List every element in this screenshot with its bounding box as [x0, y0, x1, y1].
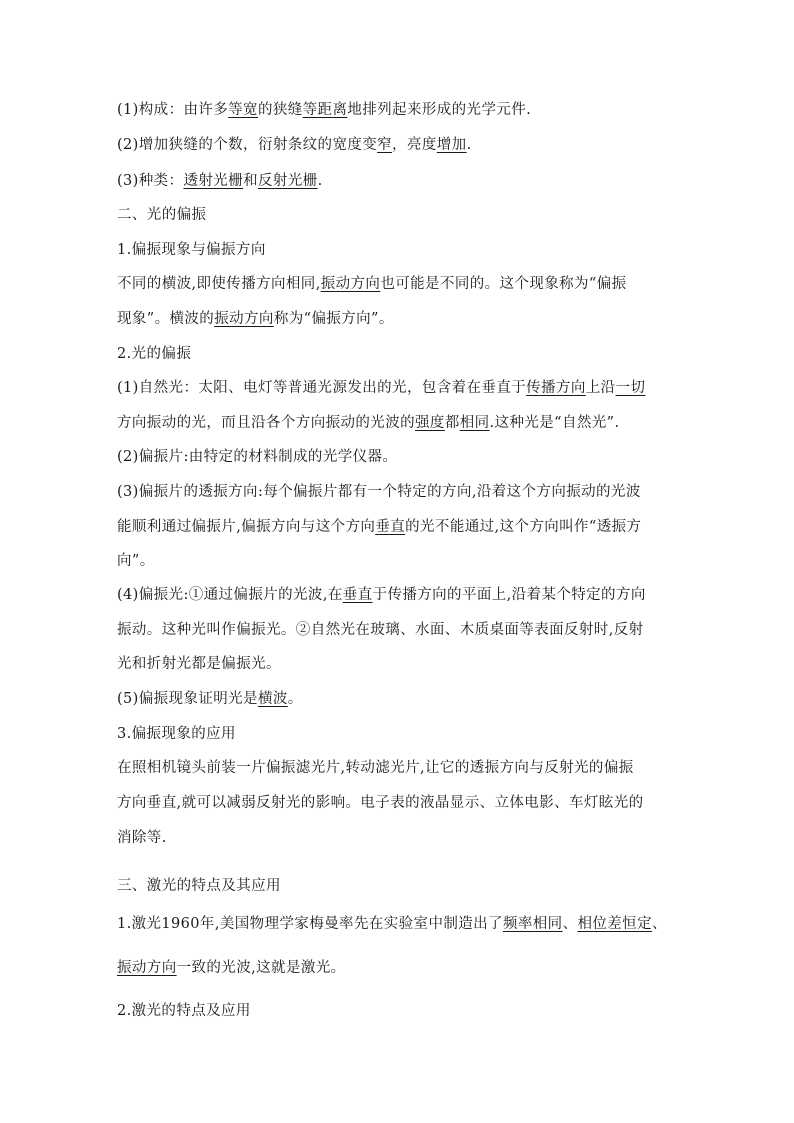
underlined-term: 等宽	[228, 102, 258, 118]
underlined-term: 垂直	[342, 587, 373, 603]
underlined-term: 透射光栅	[183, 173, 244, 189]
text-segment: (2)增加狭缝的个数，衍射条纹的宽度变	[117, 137, 378, 153]
text-line	[117, 100, 531, 120]
text-segment: 在照相机镜头前装一片偏振滤光片,转动滤光片,让它的透振方向与反射光的偏振	[117, 760, 634, 776]
text-line	[117, 240, 266, 260]
text-segment: 向”。	[117, 553, 155, 569]
text-line	[117, 876, 281, 896]
underlined-term: 垂直	[375, 519, 406, 535]
text-segment: 消除等.	[117, 830, 167, 846]
text-segment: (1)构成：由许多	[117, 102, 229, 118]
underlined-term: 频率相同	[502, 916, 563, 932]
underlined-term: 相位差恒定	[577, 916, 652, 932]
text-segment: 地排列起来形成的光学元件.	[347, 102, 532, 118]
text-segment: 的光不能通过,这个方向叫作“透振方	[405, 519, 642, 535]
text-segment: 2.光的偏振	[117, 346, 192, 362]
text-segment: 2.激光的特点及应用	[117, 1003, 251, 1019]
text-line	[117, 958, 346, 978]
text-segment: (3)种类：	[117, 173, 184, 189]
text-segment: 光和折射光都是偏振光。	[117, 656, 281, 672]
text-line	[117, 689, 303, 709]
text-segment: (5)偏振现象证明光是	[117, 691, 258, 707]
text-segment: 都	[444, 415, 460, 431]
text-segment: .	[317, 173, 323, 189]
text-line	[117, 447, 397, 467]
text-segment: 、	[651, 916, 667, 932]
text-segment: 1.偏振现象与偏振方向	[117, 242, 266, 258]
text-line	[117, 378, 645, 398]
text-segment: 方向振动的光，而且沿各个方向振动的光波的	[117, 415, 415, 431]
underlined-term: 横波	[257, 691, 288, 707]
text-segment: 能顺利通过偏振片,偏振方向与这个方向	[117, 519, 376, 535]
text-line	[117, 135, 472, 155]
text-segment: 于传播方向的平面上,沿着某个特定的方向	[372, 587, 646, 603]
underlined-term: 振动方向	[214, 311, 274, 327]
text-segment: 振动。这种光叫作偏振光。②自然光在玻璃、水面、木质桌面等表面反射时,反射	[117, 622, 644, 638]
text-line	[117, 914, 667, 934]
text-line	[117, 620, 644, 640]
text-segment: 三、激光的特点及其应用	[117, 878, 281, 894]
text-line	[117, 517, 641, 537]
text-line	[117, 171, 323, 191]
text-line	[117, 828, 167, 848]
text-line	[117, 551, 155, 571]
text-segment: .这种光是“自然光”.	[489, 415, 620, 431]
text-line	[117, 724, 236, 744]
text-segment: 现象”。横波的	[117, 311, 215, 327]
underlined-term: 振动方向	[117, 960, 177, 976]
text-segment: 的狭缝	[257, 102, 303, 118]
text-segment: 一致的光波,这就是激光。	[176, 960, 346, 976]
text-line	[117, 274, 627, 294]
text-segment: 称为“偏振方向”。	[273, 311, 394, 327]
underlined-term: 等距离	[302, 102, 348, 118]
text-line	[117, 1001, 251, 1021]
underlined-term: 传播方向	[526, 380, 586, 396]
underlined-term: 振动方向	[320, 276, 381, 292]
text-segment: 方向垂直,就可以减弱反射光的影响。电子表的液晶显示、立体电影、车灯眩光的	[117, 795, 644, 811]
underlined-term: 反射光栅	[257, 173, 318, 189]
text-line	[117, 585, 646, 605]
text-segment: 。	[287, 691, 303, 707]
text-segment: .	[466, 137, 472, 153]
text-segment: (2)偏振片:由特定的材料制成的光学仪器。	[117, 449, 398, 465]
text-line	[117, 205, 206, 225]
text-segment: 和	[243, 173, 258, 189]
text-segment: 3.偏振现象的应用	[117, 726, 236, 742]
underlined-term: 一切	[615, 380, 646, 396]
underlined-term: 强度	[415, 415, 445, 431]
text-segment: 二、光的偏振	[117, 207, 207, 223]
text-segment: (1)自然光：太阳、电灯等普通光源发出的光，包含着在垂直于	[117, 380, 527, 396]
underlined-term: 相同	[459, 415, 490, 431]
text-segment: 、	[562, 916, 578, 932]
underlined-term: 窄	[377, 137, 393, 153]
text-segment: 不同的横波,即使传播方向相同,	[117, 276, 321, 292]
text-segment: (3)偏振片的透振方向:每个偏振片都有一个特定的方向,沿着这个方向振动的光波	[117, 484, 641, 500]
text-segment: 1.激光1960年,美国物理学家梅曼率先在实验室中制造出了	[117, 916, 503, 932]
text-line	[117, 413, 619, 433]
text-line	[117, 654, 281, 674]
text-segment: 上沿	[585, 380, 616, 396]
underlined-term: 增加	[436, 137, 467, 153]
text-segment: 也可能是不同的。这个现象称为“偏振	[380, 276, 627, 292]
text-line	[117, 309, 394, 329]
text-segment: (4)偏振光:①通过偏振片的光波,在	[117, 587, 343, 603]
text-segment: ，亮度	[392, 137, 437, 153]
text-line	[117, 482, 641, 502]
text-line	[117, 344, 191, 364]
text-line	[117, 758, 634, 778]
text-line	[117, 793, 644, 813]
